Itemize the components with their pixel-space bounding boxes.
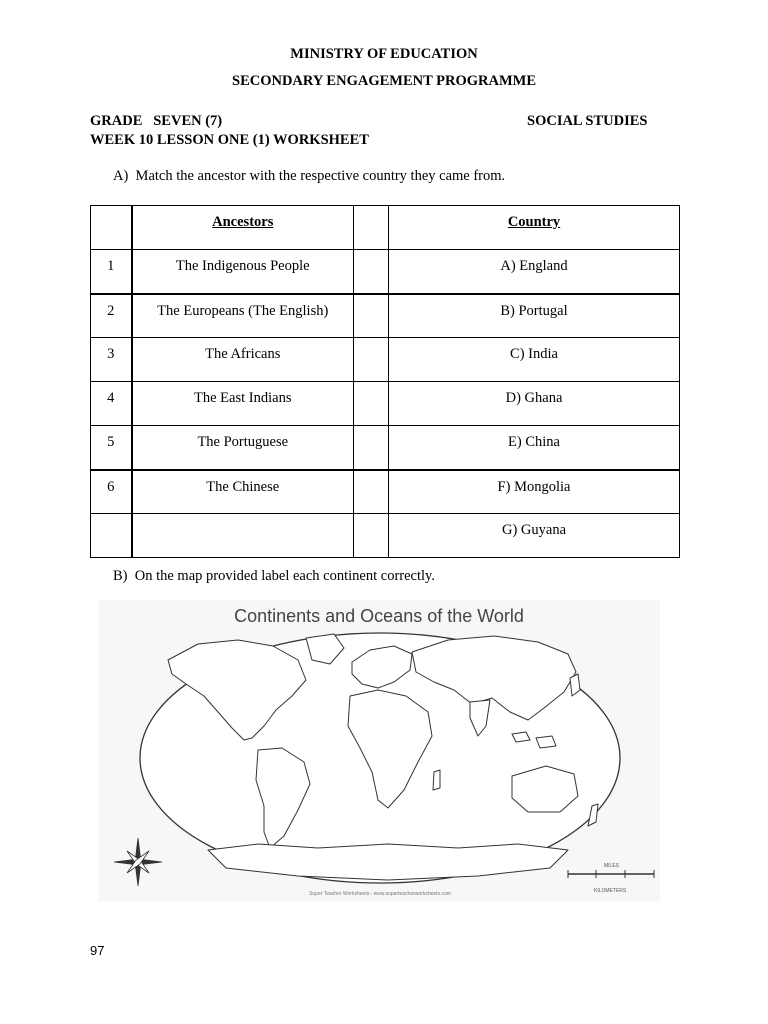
answer-cell[interactable]	[354, 514, 389, 558]
table-row	[91, 382, 680, 426]
row-number: 2	[91, 294, 132, 338]
ministry-heading: MINISTRY OF EDUCATION	[290, 46, 478, 62]
world-map[interactable]	[98, 600, 660, 902]
australia-outline	[512, 766, 578, 812]
row-number: 5	[91, 426, 132, 470]
scale-bar	[568, 863, 654, 894]
page-number: 97	[90, 943, 105, 958]
table-row	[91, 294, 680, 338]
ancestor-cell: The Africans	[132, 338, 354, 382]
country-cell: G) Guyana	[389, 514, 680, 558]
table-row	[91, 338, 680, 382]
table-row	[91, 250, 680, 294]
row-number: 4	[91, 382, 132, 426]
answer-cell[interactable]	[354, 250, 389, 294]
compass-rose-icon	[114, 838, 162, 886]
row-number: 1	[91, 250, 132, 294]
ancestor-cell: The East Indians	[132, 382, 354, 426]
table-row	[91, 470, 680, 514]
madagascar-outline	[433, 770, 440, 790]
header-answer-cell	[354, 206, 389, 250]
ancestor-cell: The Indigenous People	[132, 250, 354, 294]
antarctica-outline	[208, 844, 568, 880]
answer-cell[interactable]	[354, 470, 389, 514]
answer-cell[interactable]	[354, 338, 389, 382]
table-row	[91, 426, 680, 470]
answer-cell[interactable]	[354, 426, 389, 470]
ancestor-cell	[132, 514, 354, 558]
row-number: 6	[91, 470, 132, 514]
row-number	[91, 514, 132, 558]
header-num-cell	[91, 206, 132, 250]
programme-heading: SECONDARY ENGAGEMENT PROGRAMME	[232, 73, 536, 89]
country-cell: C) India	[389, 338, 680, 382]
subject-label: SOCIAL STUDIES	[527, 113, 648, 129]
country-cell: D) Ghana	[389, 382, 680, 426]
island-outline	[512, 732, 530, 742]
scale-miles-label: MILES	[604, 863, 620, 869]
week-label: WEEK 10 LESSON ONE (1) WORKSHEET	[90, 132, 369, 148]
row-number: 3	[91, 338, 132, 382]
country-cell: A) England	[389, 250, 680, 294]
island-outline	[536, 736, 556, 748]
ancestor-cell: The Chinese	[132, 470, 354, 514]
grade-label: GRADE SEVEN (7)	[90, 113, 223, 129]
country-cell: B) Portugal	[389, 294, 680, 338]
section-a-instruction: A) Match the ancestor with the respective country they came from.	[113, 168, 506, 184]
country-cell: F) Mongolia	[389, 470, 680, 514]
map-credit: Super Teacher Worksheets - www.superteacherworksheets.com	[309, 891, 451, 897]
header-country: Country	[389, 206, 680, 250]
scale-km-label: KILOMETERS	[594, 888, 627, 894]
ancestor-cell: The Europeans (The English)	[132, 294, 354, 338]
header-ancestors: Ancestors	[132, 206, 354, 250]
section-b-instruction: B) On the map provided label each continent correctly.	[113, 568, 435, 584]
map-title: Continents and Oceans of the World	[234, 606, 524, 626]
answer-cell[interactable]	[354, 382, 389, 426]
country-cell: E) China	[389, 426, 680, 470]
matching-table	[90, 205, 680, 558]
table-row	[91, 514, 680, 558]
table-header-row	[91, 206, 680, 250]
answer-cell[interactable]	[354, 294, 389, 338]
ancestor-cell: The Portuguese	[132, 426, 354, 470]
